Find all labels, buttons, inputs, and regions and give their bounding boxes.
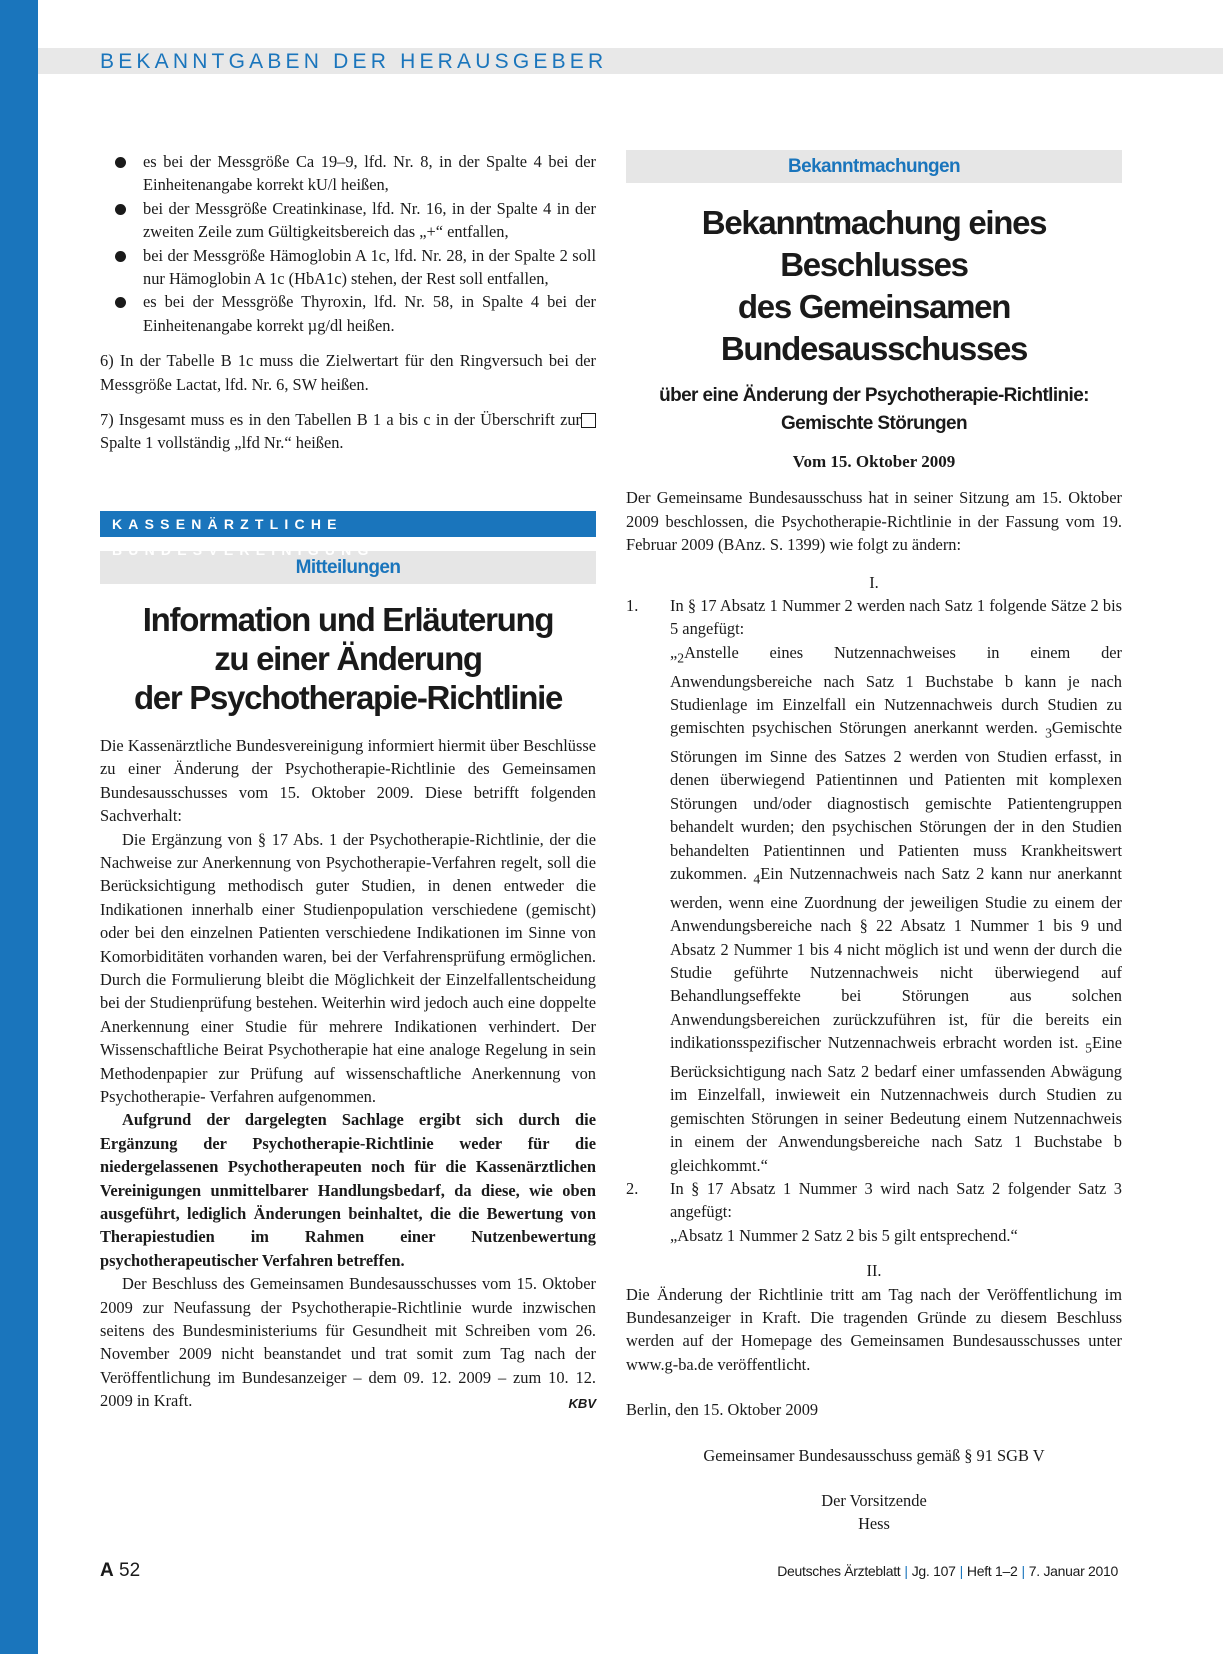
signature-name: Hess: [858, 1514, 890, 1534]
journal-info: Deutsches Ärzteblatt | Jg. 107 | Heft 1–2 | 7. Januar 2010: [777, 1563, 1118, 1579]
list-item: 2. In § 17 Absatz 1 Nummer 3 wird nach Satz 2 folgender Satz 3 angefügt: „Absatz 1 Nummer 2 Satz 2 bis 5 gilt entsprechend.“: [626, 1178, 1122, 1245]
article-subtitle: über eine Änderung der Psychotherapie-Richtlinie: Gemischte Störungen: [659, 385, 1089, 434]
article-title: Information und Erläuterung zu einer Änderung der Psychotherapie-Richtlinie: [133, 600, 563, 716]
signature-org: Gemeinsamer Bundesausschuss gemäß § 91 SGB V: [703, 1445, 1045, 1465]
article-title: Bekanntmachung eines Beschlusses des Gemeinsamen Bundesausschusses: [701, 204, 1047, 367]
paragraph-emphasis: Aufgrund der dargelegten Sachlage ergibt sich durch die Ergänzung der Psychotherapie-Richtlinie weder für die niedergelassenen Psychotherapeuten noch für die Kassenärztlichen Vereinigungen unmittelbarer Handlungsbedarf, da diese, wie oben ausgeführt, lediglich Änderungen beinhaltet, die die Bewertung von Therapiestudien im Rahmen einer Nutzenbewertung psychotherapeutischer Verfahren betreffen.: [100, 1110, 596, 1270]
paragraph: Die Kassenärztliche Bundesvereinigung informiert hiermit über Beschlüsse zu einer Änderung der Psychotherapie-Richtlinie des Gemeinsamen Bundesausschusses vom 15. Oktober 2009. Diese betrifft folgenden Sachverhalt:: [100, 735, 596, 826]
end-mark-icon: [581, 413, 596, 428]
paragraph: Der Beschluss des Gemeinsamen Bundesausschusses vom 15. Oktober 2009 zur Neufassung der Psychotherapie-Richtlinie wurde inzwischen seitens des Bundesministeriums für Gesundheit mit Schreiben vom 26. November 2009 nicht beanstandet und trat somit zum Tag nach der Veröffentlichung im Bundesanzeiger – dem 09. 12. 2009 – zum 10. 12. 2009 in Kraft. KBV: [100, 1272, 596, 1412]
category-label: Mitteilungen: [100, 551, 596, 584]
list-item: bei der Messgröße Hämoglobin A 1c, lfd. Nr. 28, in der Spalte 2 soll nur Hämoglobin A 1c (HbA1c) stehen, der Rest soll entfallen,: [100, 244, 596, 291]
list-item: es bei der Messgröße Thyroxin, lfd. Nr. 58, in Spalte 4 bei der Einheitenangabe korrekt µg/dl heißen.: [100, 290, 596, 337]
category-label: Bekanntmachungen: [626, 150, 1122, 183]
resolution-date: Vom 15. Oktober 2009: [792, 452, 956, 471]
correction-list: [100, 150, 596, 337]
source-tag: KBV: [568, 1396, 596, 1412]
paragraph: Die Ergänzung von § 17 Abs. 1 der Psychotherapie-Richtlinie, der die Nachweise zur Anerkennung von Psychotherapie-Verfahren regelt, soll die Berücksichtigung methodisch guter Studien, in denen entweder die Indikationen innerhalb einer Studienpopulation verschiedene (gemischt) oder bei den einzelnen Patienten verschiedene Indikationen im Sinne von Komorbiditäten vorhanden waren, bei der Verfahrensprüfung ermöglichen. Durch die Formulierung bleibt die Möglichkeit der Einzelfallentscheidung bei der Studienprüfung bestehen. Weiterhin wird jedoch auch eine doppelte Anerkennung einer Studie für mehrere Indikationen verhindert. Der Wissenschaftliche Beirat Psychotherapie hat eine analoge Regelung in sein Methodenpapier zur Prüfung auf wissenschaftliche Anerkennung von Psychotherapie- Verfahren aufgenommen.: [100, 829, 596, 1106]
amendment-list: [626, 594, 1122, 1247]
signature-role: Der Vorsitzende: [821, 1490, 927, 1510]
right-column: [626, 150, 1122, 1536]
paragraph: Der Gemeinsame Bundesausschuss hat in seiner Sitzung am 15. Oktober 2009 beschlossen, die Psychotherapie-Richtlinie in der Fassung vom 19. Februar 2009 (BAnz. S. 1399) wie folgt zu ändern:: [626, 488, 1122, 555]
section-number: II.: [866, 1261, 882, 1281]
org-bar: KASSENÄRZTLICHE BUNDESVEREINIGUNG: [100, 511, 596, 537]
correction-item-6: 6) In der Tabelle B 1c muss die Zielwertart für den Ringversuch bei der Messgröße Lactat, lfd. Nr. 6, SW heißen.: [100, 351, 596, 394]
left-column: [100, 150, 596, 1416]
correction-item-7: 7) Insgesamt muss es in den Tabellen B 1 a bis c in der Überschrift zur Spalte 1 vollständig „lfd Nr.“ heißen.: [100, 408, 596, 455]
paragraph: Die Änderung der Richtlinie tritt am Tag nach der Veröffentlichung im Bundesanzeiger in Kraft. Die tragenden Gründe zu diesem Beschluss werden auf der Homepage des Gemeinsamen Bundesausschusses unter www.g-ba.de veröffentlicht.: [626, 1284, 1122, 1374]
list-item: es bei der Messgröße Ca 19–9, lfd. Nr. 8, in der Spalte 4 bei der Einheitenangabe korrekt kU/l heißen,: [100, 150, 596, 197]
left-accent-bar: [0, 0, 38, 1654]
list-item: bei der Messgröße Creatinkinase, lfd. Nr. 16, in der Spalte 4 in der zweiten Zeile zum Gültigkeitsbereich das „+“ entfallen,: [100, 197, 596, 244]
page-number: A 52: [100, 1560, 141, 1581]
place-date: Berlin, den 15. Oktober 2009: [626, 1400, 819, 1420]
section-number: I.: [869, 572, 879, 592]
section-label: BEKANNTGABEN DER HERAUSGEBER: [100, 50, 608, 73]
list-item: 1. In § 17 Absatz 1 Nummer 2 werden nach Satz 1 folgende Sätze 2 bis 5 angefügt: $„_2Anstelle$ eines Nutzennachweises in einem der Anwendungsbereiche nach Satz 1 Buchstabe b kann je nach Studienlage im Einzelfall ein Nutzennachweis durch Studien zu gemischten psychischen Störungen anerkannt werden. $_3$Gemischte Störungen im Sinne des Satzes 2 werden von Studien erfasst, in denen überwiegend Patientinnen und Patienten mit komplexen Störungen und/oder diagnostisch gemischte Patientengruppen behandelt wurden; den psychischen Störungen der in den Studien behandelten Patientinnen und Patienten muss Krankheitswert zukommen. $_4$Ein Nutzennachweis nach Satz 2 kann nur anerkannt werden, wenn eine Zuordnung der jeweiligen Studie zu einem der Anwendungsbereiche nach § 22 Absatz 1 Nummer 1 bis 9 und Absatz 2 Nummer 1 bis 4 nicht möglich ist und wenn der durch die Studie geführte Nutzennachweis nicht überwiegend auf Behandlungseffekte bei Störungen aus solchen Anwendungsbereichen zurückzuführen ist, für die bereits ein indikationsspezifischer Nutzennachweis erbracht worden ist. $_5$Eine Berücksichtigung nach Satz 2 bedarf einer umfassenden Abwägung im Einzelfall, inwieweit ein Nutzennachweis durch Studien zu gemischten Störungen in seiner Bedeutung einem Nutzennachweis in einem der Anwendungsbereiche nach Satz 1 Buchstabe b gleichkommt.“: [626, 596, 1122, 1175]
